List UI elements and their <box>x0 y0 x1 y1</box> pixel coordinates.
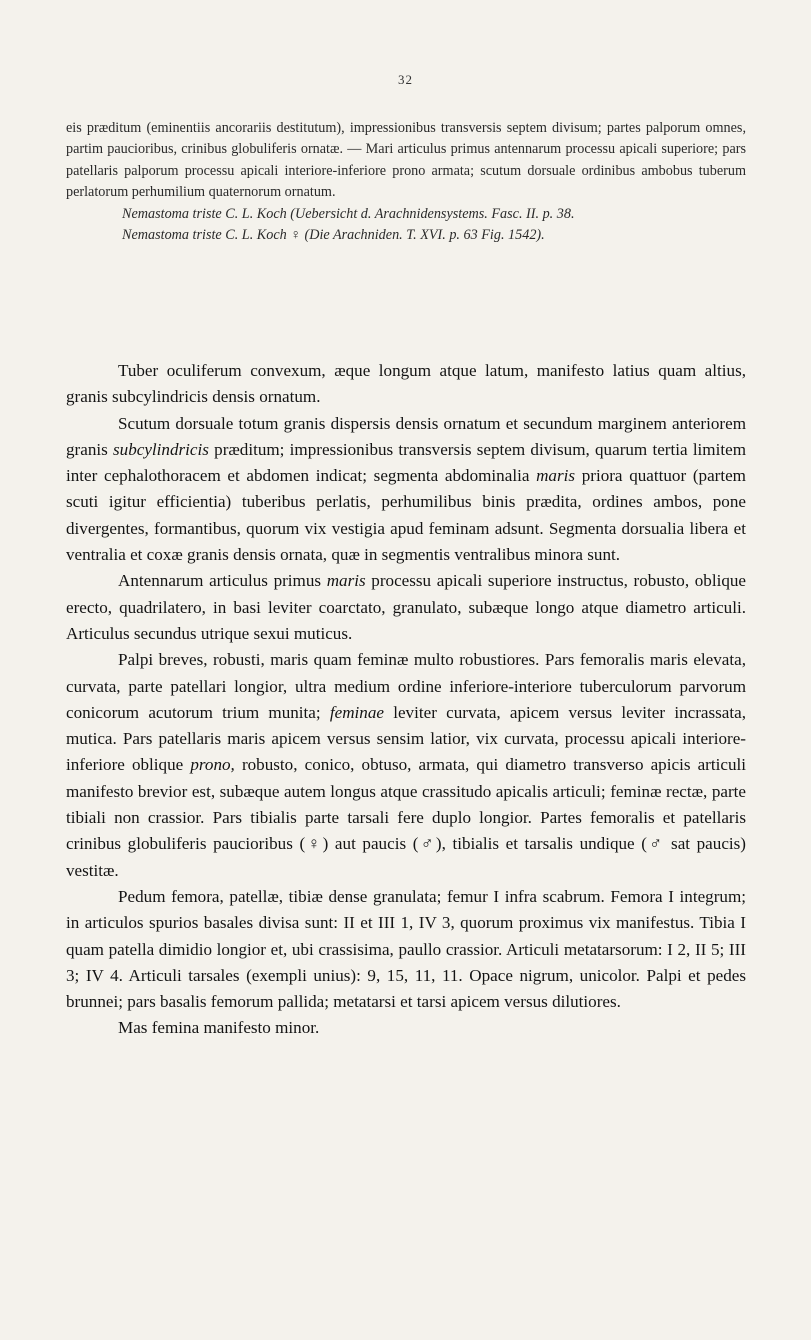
text-run: præditum; impressionibus transversis septem divisum, quarum tertia limitem inter cephalothoracem et abdomen indicat; segmenta abdominalia <box>66 439 746 486</box>
italic-term: maris <box>536 466 576 486</box>
synonym-reference-2: Nemastoma triste C. L. Koch ♀ (Die Arachniden. T. XVI. p. 63 Fig. 1542). <box>122 227 545 244</box>
text-run: Scutum dorsuale totum granis dispersis densis ornatum et secundum marginem anteriorem granis <box>66 413 746 459</box>
text-run: Palpi breves, robusti, maris quam feminæ multo robustiores. Pars femoralis maris elevata, curvata, parte patellari longior, ultra medium ordine inferiore-interiore tuberculorum parvorum conicorum acutorum trium munita; <box>66 650 746 722</box>
italic-term: feminae <box>329 702 384 722</box>
page-number: 32 <box>398 72 413 87</box>
italic-term: maris <box>326 571 366 591</box>
text-run: leviter curvata, apicem versus leviter incrassata, mutica. Pars patellaris maris apicem versus sensim latior, vix curvata, processu apicali interiore-inferiore oblique <box>66 702 746 775</box>
paragraph-scutum <box>66 411 746 569</box>
paragraph-antennae <box>66 568 746 647</box>
paragraph-tuber: Tuber oculiferum convexum, æque longum atque latum, manifesto latius quam altius, granis subcylindricis densis ornatum. <box>66 361 746 407</box>
text-run: Antennarum articulus primus <box>118 571 327 591</box>
small-text-section <box>66 118 746 246</box>
paragraph-size: Mas femina manifesto minor. <box>118 1018 320 1038</box>
italic-term: prono, <box>190 755 235 775</box>
synonym-reference-1: Nemastoma triste C. L. Koch (Uebersicht d. Arachnidensystems. Fasc. II. p. 38. <box>122 205 575 222</box>
description-section <box>66 358 746 1042</box>
paragraph-pedes: Pedum femora, patellæ, tibiæ dense granulata; femur I infra scabrum. Femora I integrum; in articulos spurios basales divisa sunt: II et III 1, IV 3, quorum proximus vix manifestus. Tibia I quam patella dimidio longior et, ubi crassisima, paullo crassior. Articuli metatarsorum: I 2, II 5; III 3; IV 4. Articuli tarsales (exempli unius): 9, 15, 11, 11. Opace nigrum, unicolor. Palpi et pedes brunnei; pars basalis femorum pallida; metatarsi et tarsi apicem versus dilutiores. <box>66 886 746 1012</box>
paragraph-palpi <box>66 647 746 884</box>
text-run: robusto, conico, obtuso, armata, qui diametro transverso apicis articuli manifesto brevior est, subæque autem longus atque crassitudo apicalis articuli; feminæ rectæ, parte tibiali non crassior. Pars tibialis parte tarsali fere duplo longior. Partes femoralis et patellaris crinibus globuliferis paucioribus (♀) aut paucis (♂), tibialis et tarsalis undique (♂ sat paucis) vestitæ. <box>66 755 746 880</box>
diagnosis-continuation: eis præditum (eminentiis ancorariis destitutum), impressionibus transversis septem divisum; partes palporum omnes, partim paucioribus, crinibus globuliferis ornatæ. — Mari articulus primus antennarum processu apicali superiore; pars patellaris palporum processu apicali interiore-inferiore prono armata; scutum dorsuale ordinibus ambobus tuberum perlatorum perhumilium quaternorum ornatum. <box>66 120 746 201</box>
italic-term: subcylindricis <box>113 439 209 459</box>
text-run: priora quattuor (partem scuti igitur efficientia) tuberibus perlatis, perhumilibus binis prædita, ordines ambos, pone divergentes, formantibus, quorum vix vestigia apud feminam adsunt. Segmenta dorsualia libera et ventralia et coxæ granis densis ornata, quæ in segmentis ventralibus minora sunt. <box>66 466 746 565</box>
text-run: processu apicali superiore instructus, robusto, oblique erecto, quadrilatero, in basi leviter coarctato, granulato, subæque longo atque diametro articuli. Articulus secundus utrique sexui muticus. <box>66 571 747 643</box>
